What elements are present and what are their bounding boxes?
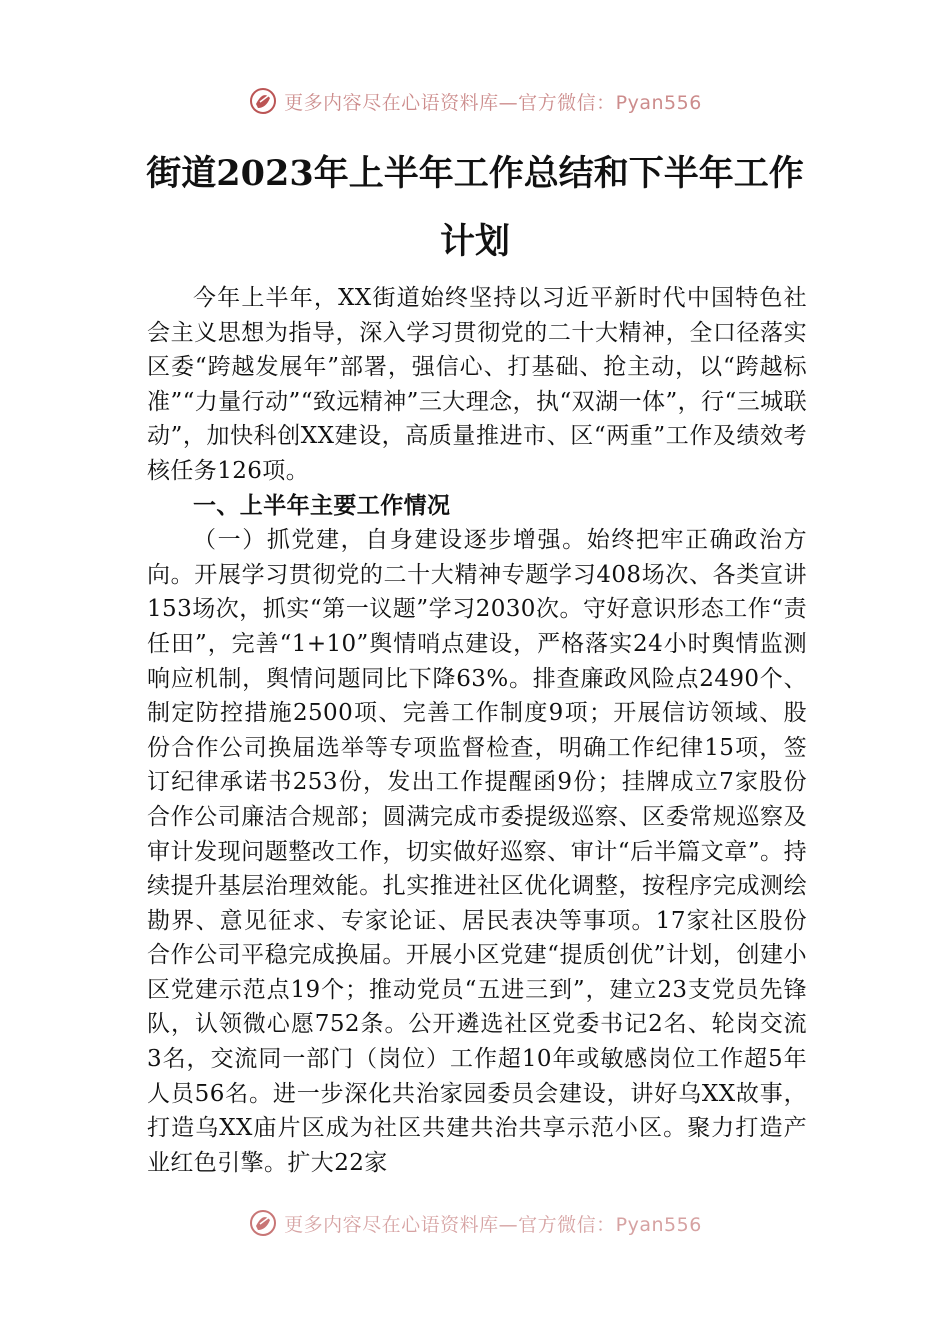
page-title — [120, 140, 830, 276]
title-line-2: 计划 — [439, 221, 510, 262]
title-line-1: 街道2023年上半年工作总结和下半年工作 — [146, 153, 804, 194]
watermark-text: 更多内容尽在心语资料库—官方微信：Pyan556 — [284, 91, 702, 114]
logo-icon — [248, 86, 278, 116]
section-paragraph: （一）抓党建，自身建设逐步增强。始终把牢正确政治方向。开展学习贯彻党的二十大精神专题学习408场次、各类宣讲153场次，抓实“第一议题”学习2030次。守好意识形态工作“责任田”，完善“1+10”舆情哨点建设，严格落实24小时舆情监测响应机制，舆情问题同比下降63%。排查廉政风险点2490个、制定防控措施2500项、完善工作制度9项；开展信访领域、股份合作公司换届选举等专项监督检查，明确工作纪律15项，签订纪律承诺书253份，发出工作提醒函9份；挂牌成立7家股份合作公司廉洁合规部；圆满完成市委提级巡察、区委常规巡察及审计发现问题整改工作，切实做好巡察、审计“后半篇文章”。持续提升基层治理效能。扎实推进社区优化调整，按程序完成测绘勘界、意见征求、专家论证、居民表决等事项。17家社区股份合作公司平稳完成换届。开展小区党建“提质创优”计划，创建小区党建示范点19个；推动党员“五进三到”，建立23支党员先锋队，认领微心愿752条。公开遴选社区党委书记2名、轮岗交流3名，交流同一部门（岗位）工作超10年或敏感岗位工作超5年人员56名。进一步深化共治家园委员会建设，讲好乌XX故事，打造乌XX庙片区成为社区共建共治共享示范小区。聚力打造产业红色引擎。扩大22家 — [147, 527, 807, 1176]
watermark-top — [0, 86, 950, 116]
intro-paragraph: 今年上半年，XX街道始终坚持以习近平新时代中国特色社会主义思想为指导，深入学习贯彻党的二十大精神，全口径落实区委“跨越发展年”部署，强信心、打基础、抢主动，以“跨越标准”“力量行动”“致远精神”三大理念，执“双湖一体”，行“三城联动”，加快科创XX建设，高质量推进市、区“两重”工作及绩效考核任务126项。 — [147, 285, 807, 484]
section-heading: 一、上半年主要工作情况 — [193, 492, 451, 519]
watermark-text: 更多内容尽在心语资料库—官方微信：Pyan556 — [284, 1213, 702, 1236]
logo-icon — [248, 1208, 278, 1238]
watermark-bottom — [0, 1208, 950, 1238]
document-body — [147, 281, 807, 1180]
